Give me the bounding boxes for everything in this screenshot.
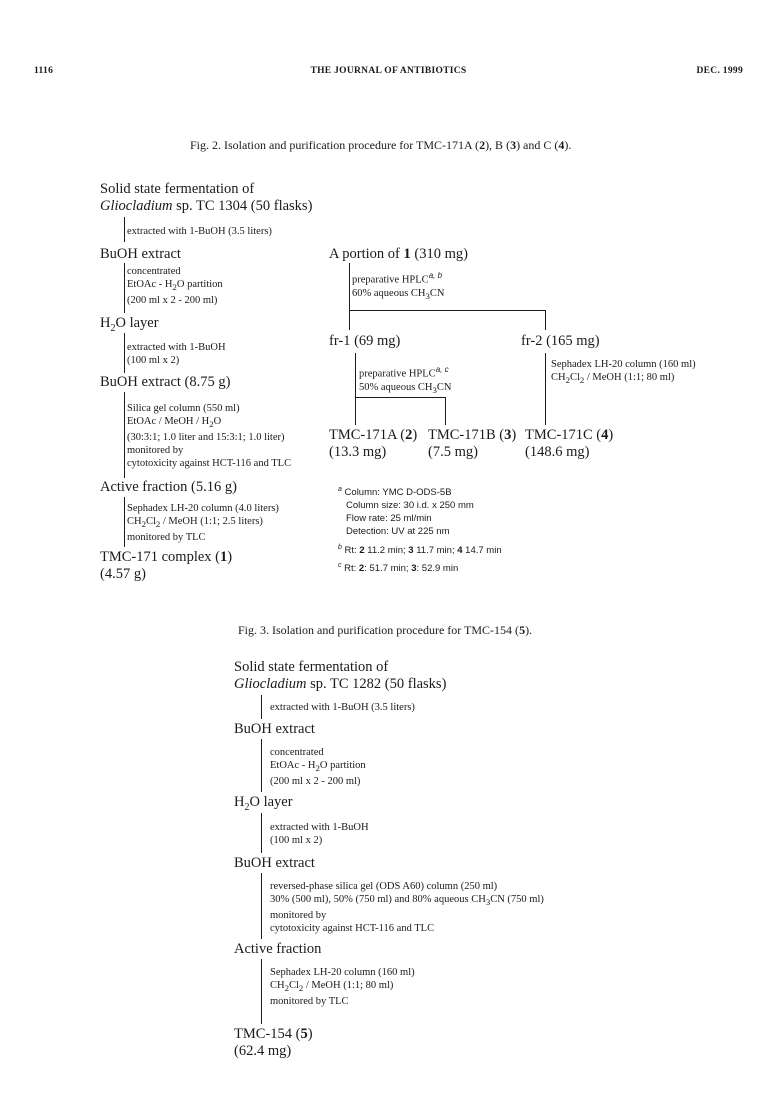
- fig2-branch-hplc2: [355, 397, 446, 398]
- fig2-connector-2: [124, 263, 125, 313]
- fig2-product-c-node: TMC-171C (4) (148.6 mg): [525, 427, 614, 460]
- fig2-step-hplc2: preparative HPLC$^{a, c}$ 50% aqueous $CH_3CN$: [359, 365, 452, 395]
- page-number: 1116: [34, 66, 54, 76]
- issue-date: DEC. 1999: [696, 66, 743, 76]
- fig2-product-a-node: TMC-171A (2) (13.3 mg): [329, 427, 418, 460]
- fig3-step-reextraction: extracted with 1-BuOH (100 ml x 2): [270, 822, 369, 846]
- fig2-connector-fr2: [545, 310, 546, 330]
- fig3-step-reversed-phase: reversed-phase silica gel (ODS A60) column (250 ml) 30% (500 ml), 50% (750 ml) and 80% aqueous $CH_3CN$ (750 ml) monitored by cytotoxicity against HCT-116 and TLC: [270, 881, 544, 935]
- fig3-buoh-extract-node: BuOH extract: [234, 721, 315, 737]
- fig3-connector-3: [261, 813, 262, 853]
- fig2-footnotes: $^a$ Column: YMC D-ODS-5B Column size: 30 i.d. x 250 mm Flow rate: 25 ml/min Detection: UV at 225 nm $^b$ Rt: 2 11.2 min; 3 11.7 min; 4 14.7 min $^c$ Rt: 2: 51.7 min; 3: 52.9 min: [338, 486, 502, 575]
- fig2-portion-node: A portion of 1 (310 mg): [329, 246, 468, 262]
- fig2-fr1-node: fr-1 (69 mg): [329, 333, 401, 349]
- fig3-step-sephadex: Sephadex LH-20 column (160 ml) $CH_2Cl_2$ / MeOH (1:1; 80 ml) monitored by TLC: [270, 967, 415, 1008]
- fig3-connector-1: [261, 695, 262, 719]
- fig3-connector-4: [261, 873, 262, 939]
- fig3-buoh-extract-2-node: BuOH extract: [234, 855, 315, 871]
- fig2-final-complex-node: TMC-171 complex (1) (4.57 g): [100, 549, 233, 582]
- fig2-connector-portion: [349, 263, 350, 330]
- fig3-start-node: Solid state fermentation of Gliocladium sp. TC 1282 (50 flasks): [234, 659, 447, 692]
- fig2-connector-4: [124, 392, 125, 478]
- fig2-step-reextraction: extracted with 1-BuOH (100 ml x 2): [127, 342, 226, 366]
- fig2-buoh-extract-node: BuOH extract: [100, 246, 181, 262]
- fig2-water-layer-node: $H_2O$ layer: [100, 315, 159, 334]
- fig3-final-node: TMC-154 (5) (62.4 mg): [234, 1026, 313, 1059]
- fig3-water-layer-node: $H_2O$ layer: [234, 794, 293, 813]
- fig2-start-node: Solid state fermentation of Gliocladium sp. TC 1304 (50 flasks): [100, 181, 313, 214]
- fig2-step-partition: concentrated EtOAc - $H_2O$ partition (200 ml x 2 - 200 ml): [127, 266, 223, 307]
- fig2-buoh-extract-2-node: BuOH extract (8.75 g): [100, 374, 231, 390]
- fig2-fr2-node: fr-2 (165 mg): [521, 333, 600, 349]
- fig3-connector-2: [261, 739, 262, 792]
- fig2-caption: Fig. 2. Isolation and purification procedure for TMC-171A (2), B (3) and C (4).: [190, 138, 572, 152]
- fig2-connector-1: [124, 217, 125, 242]
- fig2-step-hplc1: preparative HPLC$^{a, b}$ 60% aqueous $CH_3CN$: [352, 271, 445, 301]
- fig3-active-fraction-node: Active fraction: [234, 941, 322, 957]
- fig2-connector-fr1: [355, 353, 356, 425]
- fig2-active-fraction-node: Active fraction (5.16 g): [100, 479, 237, 495]
- fig2-step-sephadex: Sephadex LH-20 column (4.0 liters) $CH_2Cl_2$ / MeOH (1:1; 2.5 liters) monitored by TLC: [127, 503, 279, 544]
- fig3-connector-5: [261, 959, 262, 1024]
- fig2-step-extraction: extracted with 1-BuOH (3.5 liters): [127, 226, 272, 237]
- fig2-connector-3: [124, 333, 125, 373]
- fig2-step-silica: Silica gel column (550 ml) EtOAc / MeOH / $H_2O$ (30:3:1; 1.0 liter and 15:3:1; 1.0 liter) monitored by cytotoxicity against HCT-116 and TLC: [127, 403, 292, 470]
- fig2-step-sephadex-fr2: Sephadex LH-20 column (160 ml) $CH_2Cl_2$ / MeOH (1:1; 80 ml): [551, 359, 696, 386]
- fig2-branch-hplc1: [349, 310, 546, 311]
- journal-title: THE JOURNAL OF ANTIBIOTICS: [310, 66, 467, 76]
- fig2-connector-5: [124, 497, 125, 547]
- fig2-connector-prod-c: [545, 353, 546, 425]
- fig2-product-b-node: TMC-171B (3) (7.5 mg): [428, 427, 517, 460]
- fig3-step-partition: concentrated EtOAc - $H_2O$ partition (200 ml x 2 - 200 ml): [270, 747, 366, 788]
- fig3-step-extraction: extracted with 1-BuOH (3.5 liters): [270, 702, 415, 713]
- fig2-connector-prod-b: [445, 397, 446, 425]
- fig3-caption: Fig. 3. Isolation and purification procedure for TMC-154 (5).: [238, 623, 533, 637]
